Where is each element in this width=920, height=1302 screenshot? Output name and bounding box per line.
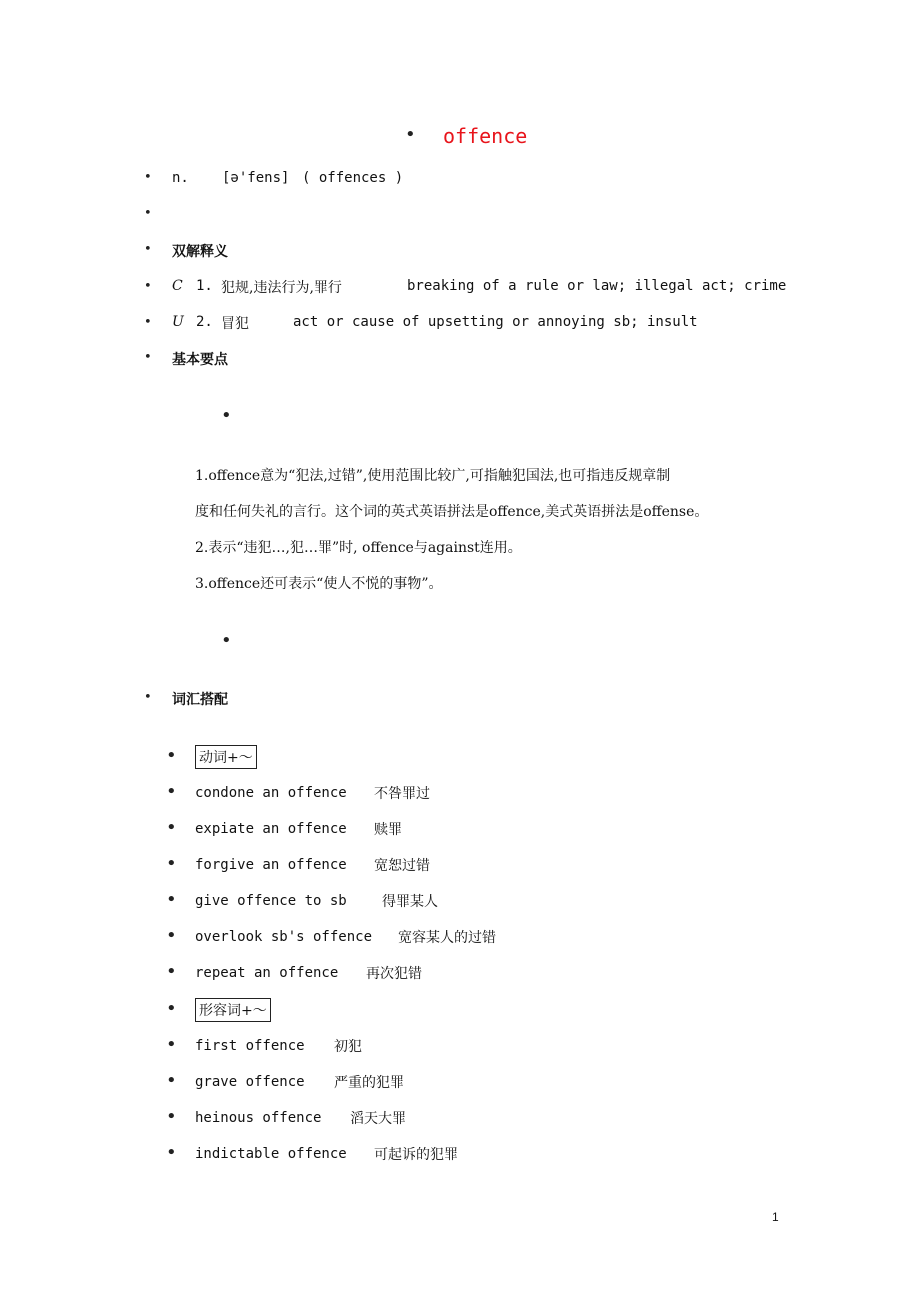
bullet: • bbox=[166, 853, 177, 874]
bullet: • bbox=[166, 817, 177, 838]
bullet: • bbox=[166, 961, 177, 982]
bullet: • bbox=[144, 170, 152, 185]
section-heading-definitions: 双解释义 bbox=[172, 244, 228, 260]
collocation-category-adjective: 形容词+〜 bbox=[195, 998, 271, 1022]
collocation-cn: 宽恕过错 bbox=[374, 858, 430, 874]
bullet: • bbox=[144, 279, 152, 294]
collocation-en: first offence bbox=[195, 1038, 305, 1054]
definition-en: breaking of a rule or law; illegal act; crime bbox=[407, 278, 787, 294]
plural-form: ( offences ) bbox=[302, 170, 404, 186]
key-point-line: 3.offence还可表示“使人不悦的事物”。 bbox=[195, 576, 443, 592]
bullet: • bbox=[166, 745, 177, 766]
definition-number: 1. bbox=[196, 278, 213, 294]
section-heading-key-points: 基本要点 bbox=[172, 352, 228, 368]
collocation-en: indictable offence bbox=[195, 1146, 347, 1162]
title-bullet: • bbox=[405, 124, 416, 145]
countability-mark: C bbox=[172, 278, 183, 294]
definition-cn: 犯规,违法行为,罪行 bbox=[221, 280, 342, 296]
collocation-en: heinous offence bbox=[195, 1110, 322, 1126]
collocation-en: repeat an offence bbox=[195, 965, 339, 981]
bullet: • bbox=[166, 925, 177, 946]
bullet: • bbox=[166, 1106, 177, 1127]
collocation-en: forgive an offence bbox=[195, 857, 347, 873]
bullet: • bbox=[166, 1142, 177, 1163]
bullet: • bbox=[221, 630, 232, 651]
bullet: • bbox=[166, 889, 177, 910]
collocation-cn: 滔天大罪 bbox=[350, 1111, 406, 1127]
collocation-en: grave offence bbox=[195, 1074, 305, 1090]
collocation-cn: 赎罪 bbox=[374, 822, 402, 838]
bullet: • bbox=[144, 315, 152, 330]
key-point-line: 1.offence意为“犯法,过错”,使用范围比较广,可指触犯国法,也可指违反规章制 bbox=[195, 468, 671, 484]
collocation-cn: 再次犯错 bbox=[366, 966, 422, 982]
bullet: • bbox=[144, 350, 152, 365]
definition-en: act or cause of upsetting or annoying sb; insult bbox=[293, 314, 698, 330]
bullet: • bbox=[166, 1034, 177, 1055]
bullet: • bbox=[221, 405, 232, 426]
collocation-cn: 不咎罪过 bbox=[374, 786, 430, 802]
collocation-cn: 严重的犯罪 bbox=[334, 1075, 404, 1091]
bullet: • bbox=[166, 1070, 177, 1091]
section-heading-collocations: 词汇搭配 bbox=[172, 692, 228, 708]
collocation-cn: 得罪某人 bbox=[382, 894, 438, 910]
part-of-speech: n. bbox=[172, 170, 189, 186]
collocation-cn: 宽容某人的过错 bbox=[398, 930, 496, 946]
collocation-en: overlook sb's offence bbox=[195, 929, 373, 945]
bullet: • bbox=[144, 690, 152, 705]
collocation-en: expiate an offence bbox=[195, 821, 347, 837]
key-point-line: 2.表示“违犯…,犯…罪”时, offence与against连用。 bbox=[195, 540, 522, 556]
bullet: • bbox=[144, 242, 152, 257]
collocation-en: give offence to sb bbox=[195, 893, 347, 909]
key-point-line: 度和任何失礼的言行。这个词的英式英语拼法是offence,美式英语拼法是offense。 bbox=[195, 504, 709, 520]
collocation-en: condone an offence bbox=[195, 785, 347, 801]
collocation-category-verb: 动词+〜 bbox=[195, 745, 257, 769]
collocation-cn: 初犯 bbox=[334, 1039, 362, 1055]
page-number: 1 bbox=[772, 1210, 779, 1224]
definition-cn: 冒犯 bbox=[221, 316, 249, 332]
phonetic: [ə'fens] bbox=[222, 170, 290, 186]
collocation-cn: 可起诉的犯罪 bbox=[374, 1147, 458, 1163]
definition-number: 2. bbox=[196, 314, 213, 330]
bullet: • bbox=[144, 206, 152, 221]
page-title: offence bbox=[443, 124, 528, 148]
countability-mark: U bbox=[172, 314, 184, 330]
bullet: • bbox=[166, 781, 177, 802]
bullet: • bbox=[166, 998, 177, 1019]
